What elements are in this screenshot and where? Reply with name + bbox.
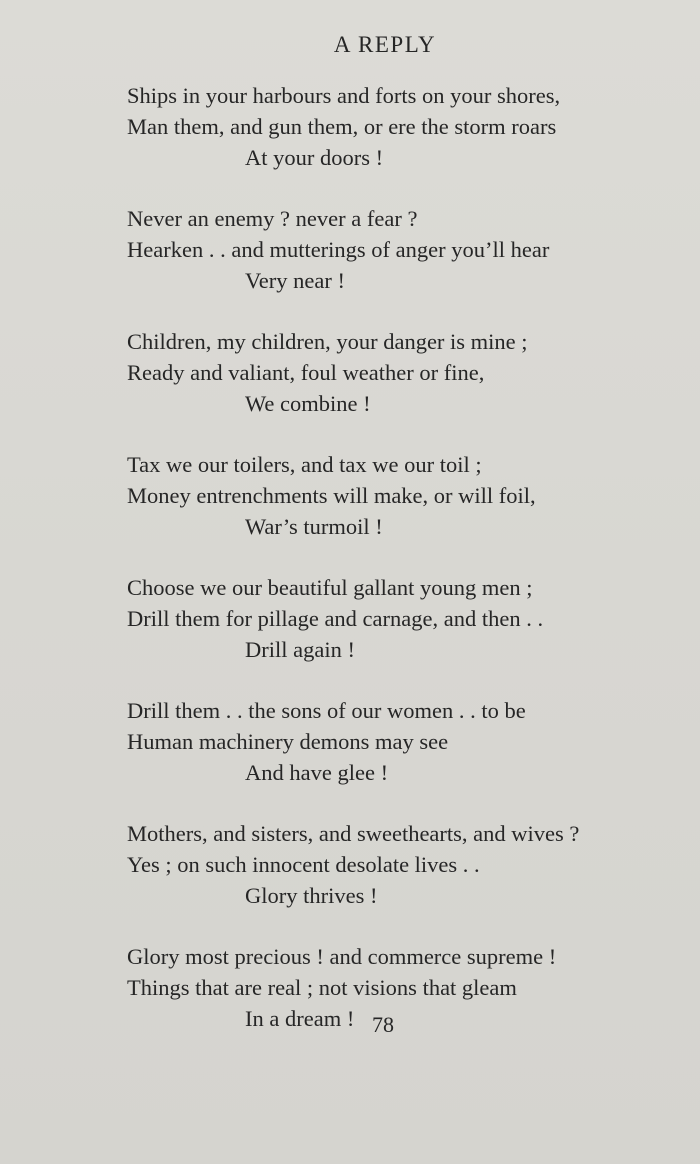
poem-line: Ready and valiant, foul weather or fine, xyxy=(127,360,485,385)
stanza-1 xyxy=(127,80,687,173)
poem-refrain-line: War’s turmoil ! xyxy=(245,514,383,539)
poem-line: Money entrenchments will make, or will foil, xyxy=(127,483,536,508)
poem-line: Children, my children, your danger is mine ; xyxy=(127,329,528,354)
poem-line: Mothers, and sisters, and sweethearts, and wives ? xyxy=(127,821,580,846)
poem-refrain-line: In a dream ! xyxy=(245,1006,355,1031)
stanza-4 xyxy=(127,449,687,542)
poem-line: Never an enemy ? never a fear ? xyxy=(127,206,418,231)
poem-line: Things that are real ; not visions that gleam xyxy=(127,975,517,1000)
poem-refrain-line: And have glee ! xyxy=(245,760,389,785)
poem-refrain-line: Very near ! xyxy=(245,268,345,293)
page-number: 78 xyxy=(372,1012,394,1037)
poem-refrain-line: We combine ! xyxy=(245,391,371,416)
poem-body xyxy=(127,80,687,1064)
stanza-6 xyxy=(127,695,687,788)
poem-line: Drill them . . the sons of our women . . to be xyxy=(127,698,526,723)
poem-line: Human machinery demons may see xyxy=(127,729,449,754)
poem-line: Man them, and gun them, or ere the storm roars xyxy=(127,114,557,139)
poem-refrain-line: Drill again ! xyxy=(245,637,355,662)
poem-refrain-line: Glory thrives ! xyxy=(245,883,378,908)
poem-line: Ships in your harbours and forts on your shores, xyxy=(127,83,561,108)
stanza-2 xyxy=(127,203,687,296)
stanza-8 xyxy=(127,941,687,1034)
stanza-5 xyxy=(127,572,687,665)
poem-line: Drill them for pillage and carnage, and then . . xyxy=(127,606,544,631)
poem-line: Yes ; on such innocent desolate lives . . xyxy=(127,852,480,877)
poem-title: A REPLY xyxy=(333,32,437,57)
stanza-3 xyxy=(127,326,687,419)
poem-line: Glory most precious ! and commerce supreme ! xyxy=(127,944,557,969)
poem-refrain-line: At your doors ! xyxy=(245,145,384,170)
stanza-7 xyxy=(127,818,687,911)
poem-line: Choose we our beautiful gallant young men ; xyxy=(127,575,533,600)
poem-line: Tax we our toilers, and tax we our toil ; xyxy=(127,452,482,477)
poem-line: Hearken . . and mutterings of anger you’ll hear xyxy=(127,237,550,262)
